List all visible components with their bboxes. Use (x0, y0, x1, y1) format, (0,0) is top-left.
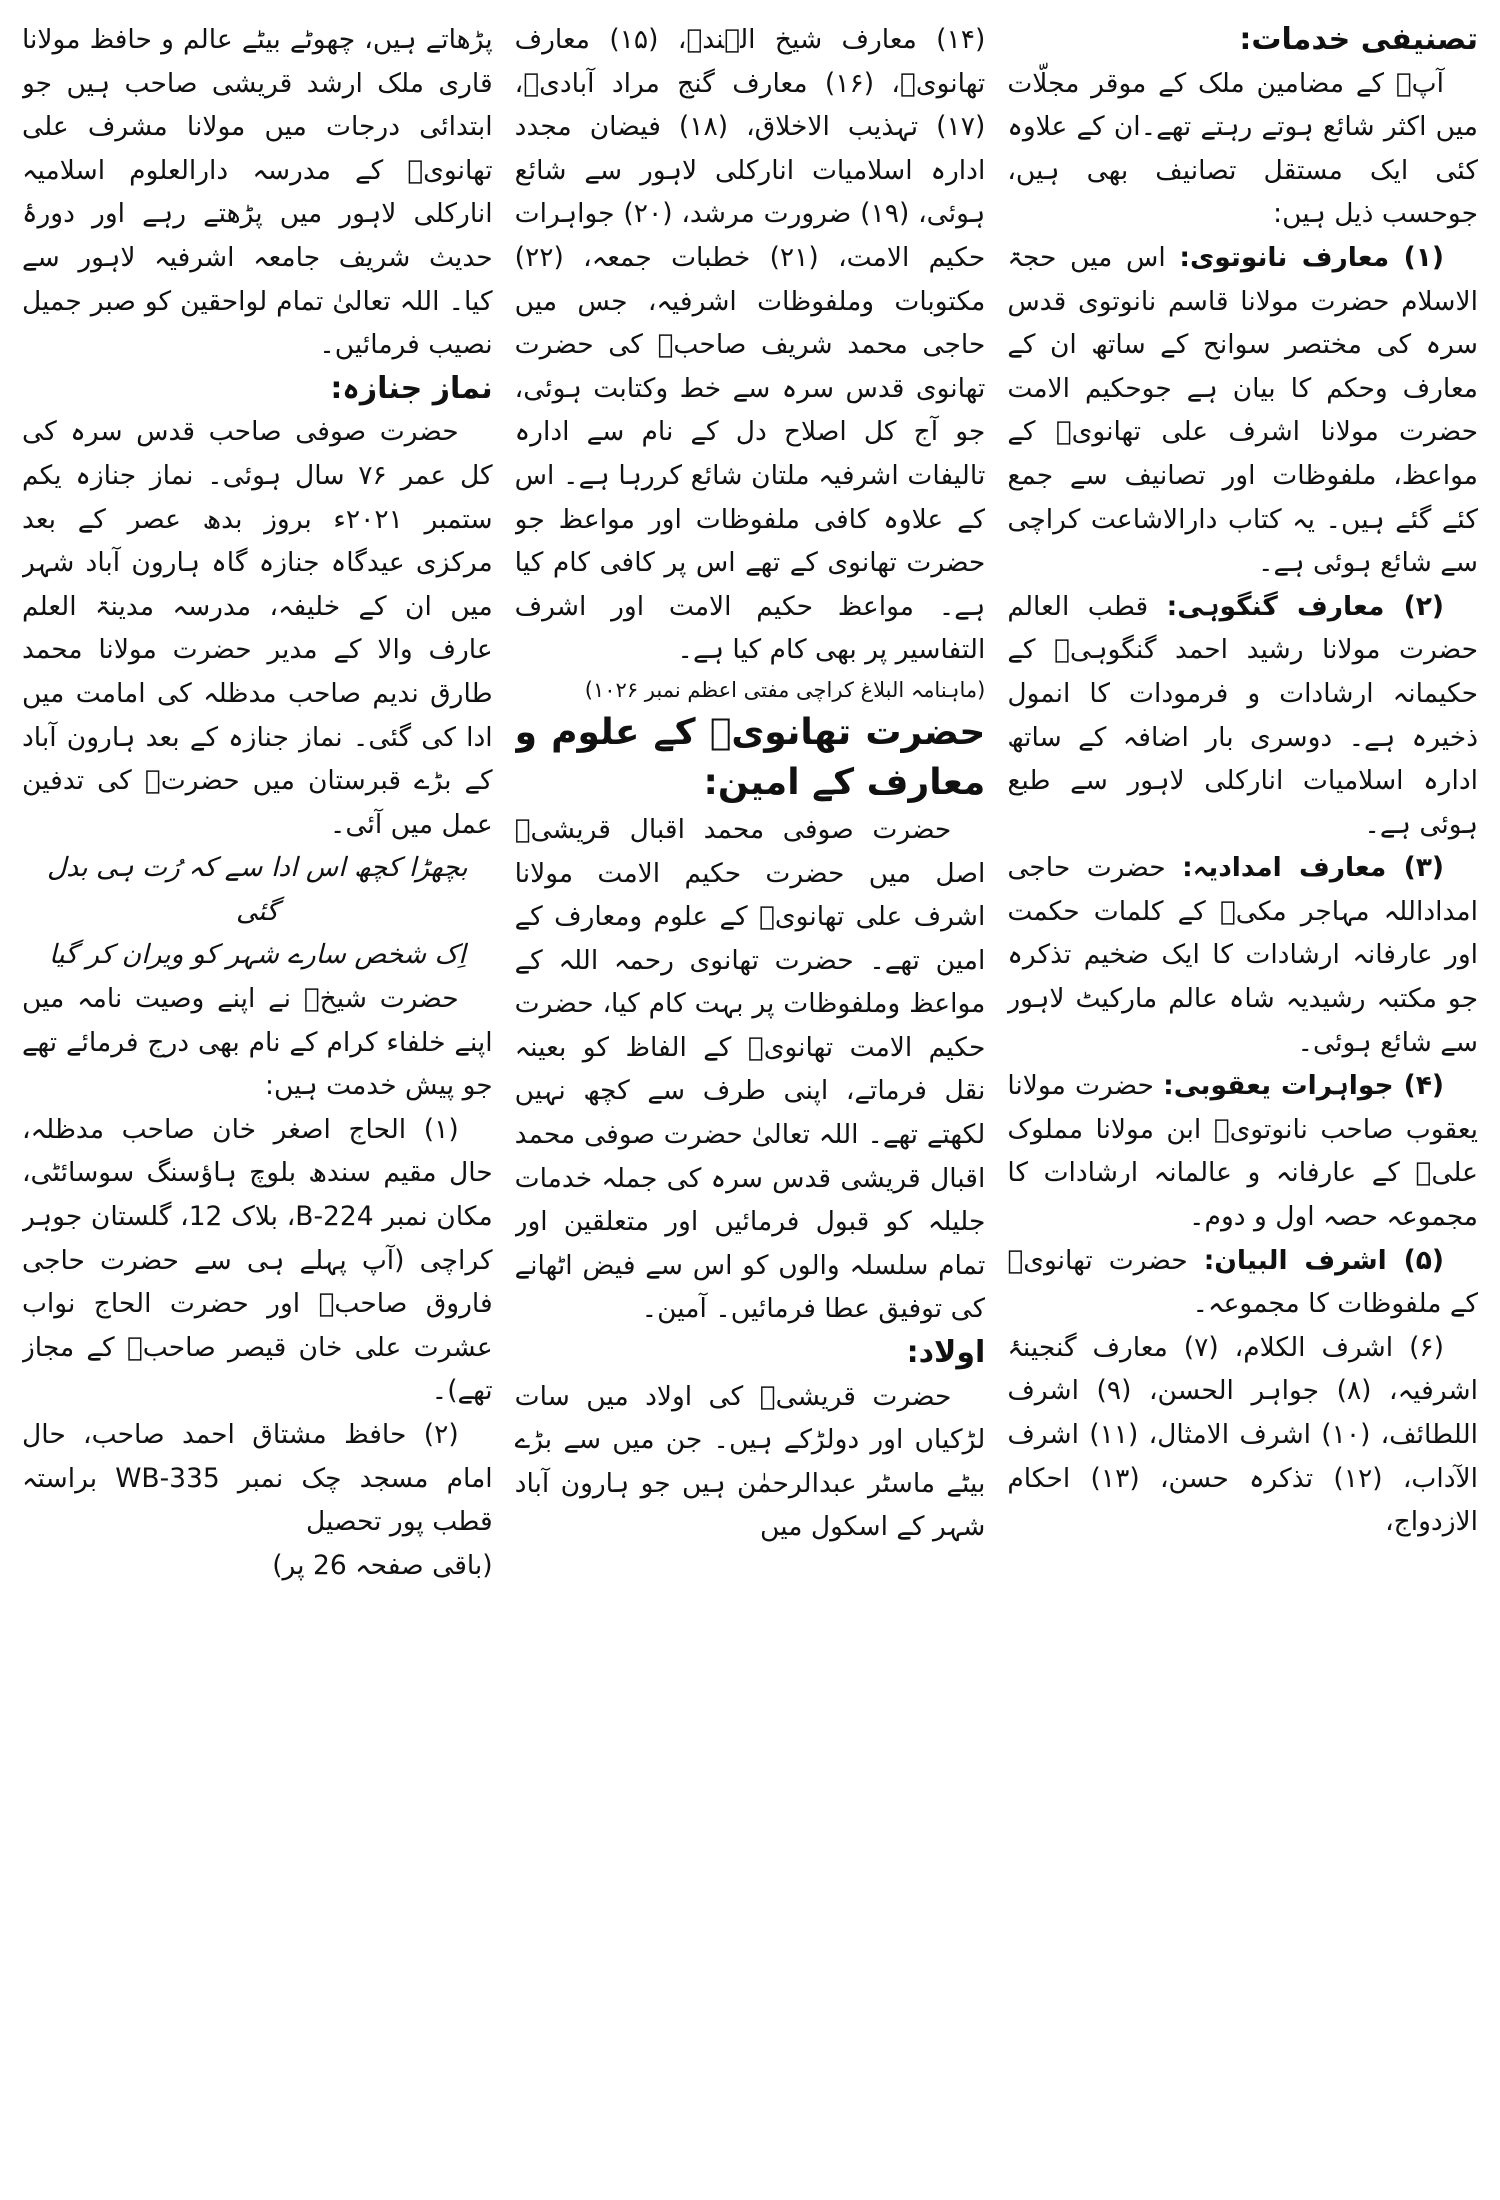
paragraph-book-list: (۱۴) معارف شیخ الہندؒ، (۱۵) معارف تھانویؒ، (۱۶) معارف گنج مراد آبادیؒ، (۱۷) تہذیب الاخلاق، (۱۸) فیضان مجدد ادارہ اسلامیات انارکلی لاہور سے شائع ہوئی، (۱۹) ضرورت مرشد، (۲۰) جواہرات حکیم الامت، (۲۱) خطبات جمعہ، (۲۲) مکتوبات وملفوظات اشرفیہ، جس میں حاجی محمد شریف صاحبؒ کی حضرت تھانوی قدس سرہ سے خط وکتابت ہوئی، جو آج کل اصلاح دل کے نام سے ادارہ تالیفات اشرفیہ ملتان شائع کررہا ہے۔ اس کے علاوہ کافی ملفوظات اور مواعظ جو حضرت تھانوی کے تھے اس پر کافی کام کیا ہے۔ مواعظ حکیم الامت اور اشرف التفاسیر پر بھی کام کیا ہے۔ (514, 24, 986, 666)
item-lead: (۱) معارف نانوتوی: (1179, 241, 1444, 273)
list-item (1007, 1064, 1478, 1238)
item-text: اس میں حجۃ الاسلام حضرت مولانا قاسم نانوتوی قدس سرہ کی مختصر سوانح کے ساتھ ان کے معارف وحکم کا بیان ہے جوحکیم الامت حضرت مولانا اشرف علی تھانویؒ کے مواعظ، ملفوظات اور تصانیف سے جمع کئے گئے ہیں۔ یہ کتاب دارالاشاعت کراچی سے شائع ہوئی ہے۔ (1007, 241, 1478, 579)
list-item: (۲) حافظ مشتاق احمد صاحب، حال امام مسجد چک نمبر 335-WB براستہ قطب پور تحصیل (21, 1419, 493, 1538)
list-item (1007, 236, 1478, 585)
paragraph-continuation: پڑھاتے ہیں، چھوٹے بیٹے عالم و حافظ مولانا قاری ملک ارشد قریشی صاحب ہیں جو ابتدائی درجات میں مولانا مشرف علی تھانویؒ کے مدرسہ دارالعلوم اسلامیہ انارکلی لاہور میں پڑھتے رہے اور دورۂ حدیث شریف جامعہ اشرفیہ لاہور سے کیا۔ اللہ تعالیٰ تمام لواحقین کو صبر جمیل نصیب فرمائیں۔ (21, 24, 493, 361)
item-text: حضرت حاجی امداداللہ مہاجر مکیؒ کے کلمات حکمت اور عارفانہ ارشادات کا ایک ضخیم تذکرہ جو مکتبہ رشیدیہ شاہ عالم مارکیٹ لاہور سے شائع ہوئی۔ (1007, 852, 1478, 1058)
continued-note: (باقی صفحہ 26 پر) (272, 1549, 493, 1581)
list-item: (۱) الحاج اصغر خان صاحب مدظلہ، حال مقیم سندھ بلوچ ہاؤسنگ سوسائٹی، مکان نمبر 224-B، بلاک 12، گلستان جوہر کراچی (آپ پہلے ہی سے حضرت حاجی فاروق صاحبؒ اور حضرت الحاج نواب عشرت علی خان قیصر صاحبؒ کے مجاز تھے)۔ (21, 1113, 493, 1407)
section-heading-aulad: اولاد: (906, 1335, 986, 1371)
column-middle (515, 18, 986, 2188)
item-text: حضرت تھانویؒ کے ملفوظات کا مجموعہ۔ (1007, 1244, 1478, 1320)
section-heading-janaza: نماز جنازہ: (330, 370, 493, 406)
list-item (1007, 585, 1478, 847)
section-heading-tasnifi: تصنیفی خدمات: (1239, 22, 1478, 57)
item-text: قطب العالم حضرت مولانا رشید احمد گنگوہیؒ کے حکیمانہ ارشادات و فرمودات کا انمول ذخیرہ ہے۔ دوسری بار اضافہ کے ساتھ ادارہ اسلامیات انارکلی لاہور سے طبع ہوئی ہے۔ (1007, 590, 1478, 840)
paragraph-janaza: حضرت صوفی صاحب قدس سرہ کی کل عمر ۷۶ سال ہوئی۔ نماز جنازہ یکم ستمبر ۲۰۲۱ء بروز بدھ عصر کے بعد مرکزی عیدگاہ جنازہ گاہ ہارون آباد شہر میں ان کے خلیفہ، مدرسہ مدینۃ العلم عارف والا کے مدیر حضرت مولانا محمد طارق ندیم صاحب مدظلہ کی امامت میں ادا کی گئی۔ نماز جنازہ کے بعد ہارون آباد کے بڑے قبرستان میں حضرتؒ کی تدفین عمل میں آئی۔ (21, 416, 493, 840)
column-left (22, 18, 493, 2188)
item-lead: (۳) معارف امدادیہ: (1182, 852, 1444, 884)
source-citation: (ماہنامہ البلاغ کراچی مفتی اعظم نمبر ۱۰۲۶) (584, 677, 986, 702)
item-lead: (۲) معارف گنگوہی: (1166, 590, 1445, 622)
paragraph-wasiyat: حضرت شیخؒ نے اپنے وصیت نامہ میں اپنے خلفاء کرام کے نام بھی درج فرمائے تھے جو پیش خدمت ہیں: (21, 983, 493, 1102)
list-item (1007, 846, 1478, 1064)
verse-line-2: اِک شخص سارے شہر کو ویران کر گیا (49, 939, 466, 971)
section-heading-amin: حضرت تھانویؒ کے علوم و معارف کے امین: (514, 711, 986, 803)
item-text: حضرت مولانا یعقوب صاحب نانوتویؒ ابن مولانا مملوک علیؒ کے عارفانہ و عالمانہ ارشادات کا مجموعہ حصہ اول و دوم۔ (1007, 1070, 1478, 1233)
column-right (1007, 18, 1478, 2188)
paragraph-intro: آپؒ کے مضامین ملک کے موقر مجلّات میں اکثر شائع ہوتے رہتے تھے۔ان کے علاوہ کئی ایک مستقل تصانیف بھی ہیں، جوحسب ذیل ہیں: (1007, 67, 1478, 230)
paragraph-aulad: حضرت قریشیؒ کی اولاد میں سات لڑکیاں اور دولڑکے ہیں۔ جن میں سے بڑے بیٹے ماسٹر عبدالرحمٰن ہیں جو ہارون آباد شہر کے اسکول میں (514, 1380, 986, 1543)
item-lead: (۵) اشرف البیان: (1203, 1244, 1444, 1276)
verse-line-1: بچھڑا کچھ اس ادا سے کہ رُت ہی بدل گئی (47, 852, 468, 927)
list-item: (۶) اشرف الکلام، (۷) معارف گنجینۂ اشرفیہ، (۸) جواہر الحسن، (۹) اشرف اللطائف، (۱۰) اشرف الامثال، (۱۱) اشرف الآداب، (۱۲) تذکرہ حسن، (۱۳) احکام الازدواج، (1007, 1331, 1478, 1538)
page (22, 18, 1478, 2188)
list-item (1007, 1239, 1478, 1326)
paragraph-amin: حضرت صوفی محمد اقبال قریشیؒ اصل میں حضرت حکیم الامت مولانا اشرف علی تھانویؒ کے علوم ومعارف کے امین تھے۔ حضرت تھانوی رحمہ اللہ کے مواعظ وملفوظات پر بہت کام کیا، حضرت حکیم الامت تھانویؒ کے الفاظ کو بعینہ نقل فرماتے، اپنی طرف سے کچھ نہیں لکھتے تھے۔ اللہ تعالیٰ حضرت صوفی محمد اقبال قریشی قدس سرہ کی جملہ خدمات جلیلہ کو قبول فرمائیں اور متعلقین اور تمام سلسلہ والوں کو اس سے فیض اٹھانے کی توفیق عطا فرمائیں۔ آمین۔ (514, 813, 986, 1325)
item-lead: (۴) جواہرات یعقوبی: (1163, 1070, 1444, 1102)
